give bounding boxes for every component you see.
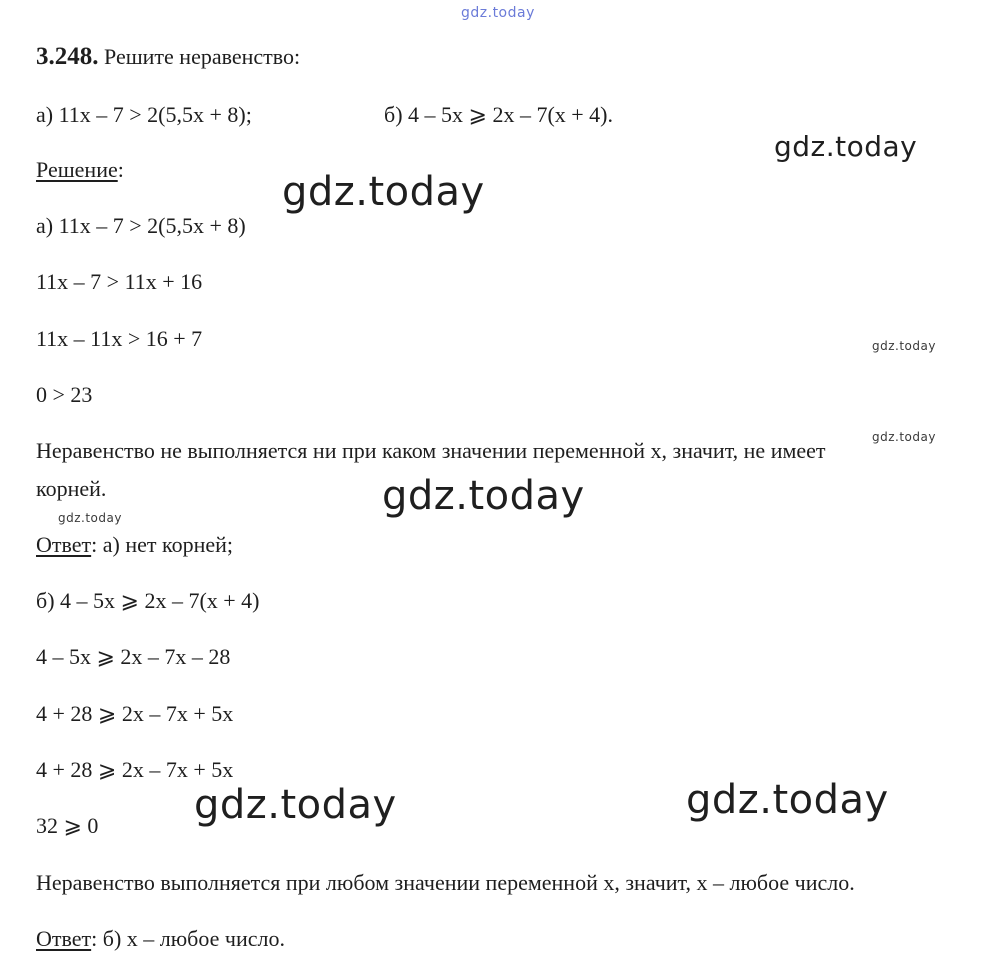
conclusion-b: Неравенство выполняется при любом значении переменной x, значит, x – любое число. <box>36 870 855 895</box>
watermark-big-4: gdz.today <box>686 777 889 823</box>
step-a-4: 0 > 23 <box>36 382 93 407</box>
problem-part-b: б) 4 – 5x ⩾ 2x – 7(x + 4). <box>384 102 614 127</box>
answer-a <box>36 532 233 558</box>
problem-statement: Решите неравенство: <box>104 44 301 69</box>
answer-b-label: Ответ <box>36 926 92 951</box>
solution-heading-label: Решение <box>36 157 118 182</box>
step-b-3: 4 + 28 ⩾ 2x – 7x + 5x <box>36 701 234 726</box>
watermark-small-1: gdz.today <box>872 339 936 353</box>
watermark-small-2: gdz.today <box>872 430 936 444</box>
step-b-5: 32 ⩾ 0 <box>36 813 99 838</box>
watermark-big-1: gdz.today <box>282 169 485 215</box>
answer-a-text: : а) нет корней; <box>91 532 233 557</box>
problem-title <box>36 44 300 70</box>
conclusion-a-line1: Неравенство не выполняется ни при каком значении переменной x, значит, не имеет <box>36 438 826 463</box>
watermark-mid-right: gdz.today <box>774 130 918 163</box>
step-b-4: 4 + 28 ⩾ 2x – 7x + 5x <box>36 757 234 782</box>
solution-heading <box>36 157 124 183</box>
answer-b <box>36 926 285 952</box>
solution-heading-colon: : <box>117 157 124 182</box>
watermark-big-2: gdz.today <box>382 473 585 519</box>
step-a-1: а) 11x – 7 > 2(5,5x + 8) <box>36 213 246 238</box>
problem-part-a: а) 11x – 7 > 2(5,5x + 8); <box>36 102 252 127</box>
step-b-1: б) 4 – 5x ⩾ 2x – 7(x + 4) <box>36 588 260 613</box>
answer-b-text: : б) x – любое число. <box>91 926 285 951</box>
problem-number: 3.248. <box>36 43 99 70</box>
watermark-top: gdz.today <box>461 5 535 21</box>
step-a-2: 11x – 7 > 11x + 16 <box>36 269 203 294</box>
step-a-3: 11x – 11x > 16 + 7 <box>36 326 203 351</box>
watermark-big-3: gdz.today <box>194 782 397 828</box>
step-b-2: 4 – 5x ⩾ 2x – 7x – 28 <box>36 644 231 669</box>
answer-a-label: Ответ <box>36 532 92 557</box>
conclusion-a-line2: корней. <box>36 476 107 501</box>
watermark-small-3: gdz.today <box>58 511 122 525</box>
